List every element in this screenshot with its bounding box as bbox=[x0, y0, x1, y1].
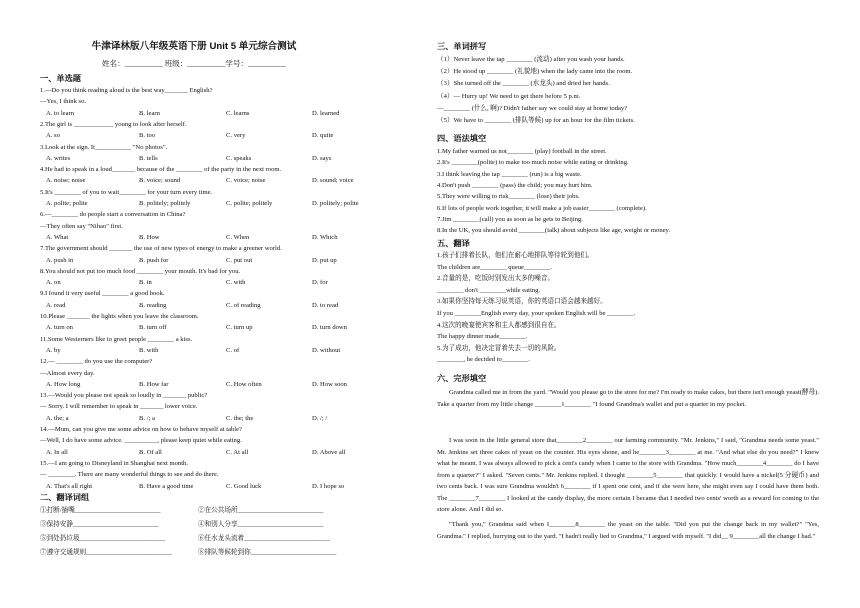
answer-option: D. to read bbox=[312, 301, 339, 309]
answer-option: D. How soon bbox=[312, 380, 347, 388]
answer-option: C. Good luck bbox=[226, 482, 262, 490]
answer-option: A. push in bbox=[46, 256, 74, 264]
question-stem: — Sorry. I will remember to speak in _______ lower voice. bbox=[40, 403, 198, 411]
answer-option: D. for bbox=[312, 279, 328, 287]
answer-option: A. polite; polite bbox=[46, 200, 88, 207]
grammar-line: 6.If lots of people work together, it will make a job easier________ (complete). bbox=[437, 204, 647, 212]
translation-line: 5.为了成功，他决定冒着失去一切的风险。 bbox=[437, 344, 561, 352]
answer-option: B. with bbox=[139, 346, 159, 354]
translation-line: 1.孩子们排着长队，他们在耐心地排队等待轮到他们。 bbox=[437, 252, 594, 259]
translation-line: ________, he decided to________. bbox=[437, 356, 530, 364]
phrase-item: ⑤到处扔垃圾__________________________ bbox=[40, 535, 166, 542]
answer-option: D. quite bbox=[312, 132, 334, 140]
phrase-item: ③保持安静__________________________ bbox=[40, 521, 159, 528]
cloze-paragraph: Grandma called me in from the yard. "Would you please go to the store for me? I'm ready to make cakes, but there isn't enough yeast(酵母). Take a quarter from my little change ________1________ "I found Grandma's wallet and put a quarter in my pocket. bbox=[437, 389, 819, 408]
grammar-line: 7.Jim ________(call) you as soon as he gets to Beijing. bbox=[437, 215, 583, 223]
question-stem: 11.Some Westerners like to greet people ________ a kiss. bbox=[40, 335, 193, 343]
phrase-item: ②在公共场所__________________________ bbox=[198, 507, 324, 514]
answer-option: B. tells bbox=[139, 154, 158, 162]
answer-option: B. in bbox=[139, 279, 152, 287]
answer-option: D. says bbox=[312, 154, 332, 162]
answer-option: C. of reading bbox=[226, 301, 261, 309]
question-stem: 2.The girl is ____________ young to look after herself. bbox=[40, 120, 187, 128]
answer-option: B. too bbox=[139, 132, 156, 140]
answer-option: B. reading bbox=[139, 301, 167, 309]
answer-option: A. How long bbox=[46, 380, 81, 388]
answer-option: D. Which bbox=[312, 233, 338, 241]
translation-line: ________ don't ________while eating. bbox=[437, 286, 541, 294]
translation-line: 3.如果你坚持每天练习说英语，你的英语口语会越来越好。 bbox=[437, 298, 607, 306]
question-stem: 7.The government should _______ the use of new types of energy to make a greener world. bbox=[40, 245, 282, 253]
grammar-line: 2.It's ________(polite) to make too much noise while eating or drinking. bbox=[437, 159, 629, 167]
question-stem: 12.— ________ do you use the computer? bbox=[40, 358, 153, 366]
question-stem: 4.He had to speak in a loud_______ because of the ________ of the party in the next room. bbox=[40, 166, 282, 174]
grammar-line: 3.I think leaving the tap ________ (run) is a big waste. bbox=[437, 170, 582, 178]
answer-option: C. speaks bbox=[226, 154, 252, 162]
answer-option: B. voice; sound bbox=[139, 177, 181, 185]
answer-option: D. sound; voice bbox=[312, 177, 354, 185]
answer-option: B. Have a good time bbox=[139, 482, 194, 490]
section-2-title: 二、翻译词组 bbox=[40, 493, 90, 502]
answer-option: A. by bbox=[46, 346, 61, 354]
question-stem: —Well, I do have some advice. __________, please keep quiet while eating. bbox=[40, 437, 242, 445]
question-stem: 6.—________ do people start a conversation in China? bbox=[40, 211, 186, 219]
translation-line: If you ________English every day, your spoken English will be ________. bbox=[437, 310, 636, 317]
answer-option: C. voice; noise bbox=[226, 177, 266, 185]
grammar-line: 1.My father warned us not________ (play) football in the street. bbox=[437, 148, 607, 155]
answer-option: B. Of all bbox=[139, 448, 162, 456]
answer-option: A. In all bbox=[46, 448, 68, 456]
cloze-paragraph: I was soon in the little general store that________2________ our farming community. "Mr. Jenkins," I said, "Grandma needs some yeast." Mr. Jenkins set three cakes of yeast on the counter. His eyes shone, and he________3________ at me. "And what else do you need?" I knew what he meant. I was always allowed to pick a cent's candy when I came to the store with Grandma. "How much________4________ do I have from a quarter?" I asked. "Seven cents." Mr. Jenkins replied. I thought ________5________ that quickly. I would have a nickel(5 分硬币) and two cents back. I was sure Grandma wouldn't 6________ if I spent one cent, and if she were here, she might even say I could have them both. The ________7________ I looked at the candy display, the more certain I became that I needed two cents' worth as a reward for coming to the store alone. And I did so. bbox=[437, 437, 819, 513]
answer-option: B. How far bbox=[139, 380, 169, 388]
student-info-line: 姓名：__________ 班级：__________学号：__________ bbox=[101, 59, 287, 68]
question-stem: —Almost every day. bbox=[40, 369, 95, 377]
question-stem: —They often say "Nihao" first. bbox=[40, 222, 123, 230]
cloze-paragraph: "Thank you," Grandma said when I________8________ the yeast on the table. "Did you put the change back in my wallet?" "Yes, Grandma." I replied, hurrying out to the yard. "I hadn't really lied to Grandma," I argued with myself. "I did__ 9________all the change I had." bbox=[437, 521, 819, 540]
spelling-line: （4）— Hurry up! We need to get there before 5 p.m. bbox=[437, 92, 581, 100]
answer-option: C. of bbox=[226, 346, 240, 354]
answer-option: D. I hope so bbox=[312, 482, 345, 490]
answer-option: A. to learn bbox=[46, 109, 75, 117]
answer-option: D. learned bbox=[312, 109, 340, 117]
answer-option: D. Above all bbox=[312, 448, 346, 456]
spelling-line: —________ (什么, 啊)? Didn't father say we could stay at home today? bbox=[437, 104, 628, 112]
answer-option: C. polite; politely bbox=[226, 200, 273, 207]
question-stem: —Yes, I think so. bbox=[40, 98, 87, 106]
answer-option: D. put up bbox=[312, 256, 337, 264]
answer-option: C. When bbox=[226, 233, 250, 241]
phrase-item: ①打断/插嘴__________________________ bbox=[40, 507, 161, 514]
spelling-line: （2）He stood up ________ (礼貌地) when the lady came into the room. bbox=[437, 68, 633, 76]
answer-option: C. How often bbox=[226, 380, 262, 388]
answer-option: B. /; a bbox=[139, 414, 155, 422]
answer-option: A. the; a bbox=[46, 414, 69, 422]
question-stem: 5.It's ________ of you to wait________ for your turn every time. bbox=[40, 188, 213, 196]
answer-option: A. on bbox=[46, 279, 61, 287]
section-5-title: 五、翻译 bbox=[437, 239, 470, 248]
spelling-line: （5）We have to ________ (排队等候) up for an hour for the film tickets. bbox=[437, 117, 635, 124]
answer-option: A. What bbox=[46, 233, 69, 241]
answer-option: A. read bbox=[46, 301, 66, 309]
answer-option: C. with bbox=[226, 279, 246, 287]
answer-option: C. turn up bbox=[226, 324, 253, 332]
answer-option: C. put out bbox=[226, 256, 253, 264]
grammar-line: 4.Don't push ________ (pass) the child; you may hurt him. bbox=[437, 181, 593, 189]
question-stem: 13.—Would you please not speak so loudly in _______ public? bbox=[40, 392, 208, 400]
answer-option: D. /; / bbox=[312, 414, 328, 422]
spelling-line: （1）Never leave the tap ________ (流动) after you wash your hands. bbox=[437, 56, 625, 63]
answer-option: C. learns bbox=[226, 109, 250, 117]
answer-option: B. push for bbox=[139, 256, 169, 264]
translation-line: The children are________ queue________. bbox=[437, 263, 552, 271]
answer-option: A. so bbox=[46, 132, 60, 140]
phrase-item: ⑥任水龙头流着__________________________ bbox=[198, 535, 330, 542]
answer-option: A. That's all right bbox=[46, 482, 93, 490]
translation-line: The happy dinner made________. bbox=[437, 333, 528, 341]
question-stem: 8.You should not put too much food ________ your mouth. It's bad for you. bbox=[40, 267, 241, 275]
grammar-line: 5.They were willing to risk________ (lose) their jobs. bbox=[437, 193, 580, 201]
question-stem: 9.I found it very useful ________ a good book. bbox=[40, 290, 165, 298]
answer-option: D. politely; polite bbox=[312, 200, 359, 207]
question-stem: 15.—I am going to Disneyland in Shanghai next month. bbox=[40, 459, 188, 467]
answer-option: B. politely; politely bbox=[139, 200, 191, 207]
answer-option: A. writes bbox=[46, 154, 71, 162]
question-stem: 10.Please _______ the lights when you leave the classroom. bbox=[40, 313, 199, 320]
spelling-line: （3）She turned off the ________ (水龙头) and dried her hands. bbox=[437, 80, 610, 88]
phrase-item: ④和别人分享__________________________ bbox=[198, 521, 324, 528]
question-stem: — ________. There are many wonderful things to see and do there. bbox=[40, 471, 219, 479]
section-1-title: 一、单选题 bbox=[40, 74, 81, 83]
answer-option: A. turn on bbox=[46, 324, 73, 332]
answer-option: B. learn bbox=[139, 109, 160, 117]
answer-option: C. At all bbox=[226, 448, 249, 456]
answer-option: D. without bbox=[312, 346, 341, 354]
section-6-title: 六、完形填空 bbox=[437, 374, 487, 383]
answer-option: C. the; the bbox=[226, 414, 254, 422]
page-title: 牛津译林版八年级英语下册 Unit 5 单元综合测试 bbox=[91, 41, 297, 52]
answer-option: B. turn off bbox=[139, 324, 167, 332]
phrase-item: ⑦遵守交通规则__________________________ bbox=[40, 549, 172, 556]
section-4-title: 四、语法填空 bbox=[437, 134, 487, 143]
section-3-title: 三、单词拼写 bbox=[437, 42, 487, 51]
answer-option: C. very bbox=[226, 132, 246, 140]
question-stem: 1.—Do you think reading aloud is the best way_______ English? bbox=[40, 87, 213, 94]
translation-line: 4.这次的晚宴使宾客和主人都感到很自在。 bbox=[437, 321, 561, 329]
phrase-item: ⑧排队等候轮到你__________________________ bbox=[198, 549, 337, 556]
answer-option: D. turn down bbox=[312, 324, 347, 332]
grammar-line: 8.In the UK, you should avoid ________(talk) about subjects like age, weight or money. bbox=[437, 227, 671, 235]
question-stem: 14.—Mum, can you give me some advice on how to behave myself at table? bbox=[40, 426, 242, 433]
translation-line: 2.音量的是，吃饭时别发出太多的噪音。 bbox=[437, 275, 555, 283]
answer-option: A. noise; noise bbox=[46, 177, 86, 185]
answer-option: B. How bbox=[139, 233, 160, 241]
question-stem: 3.Look at the sign. It___________ "No photos". bbox=[40, 143, 168, 151]
